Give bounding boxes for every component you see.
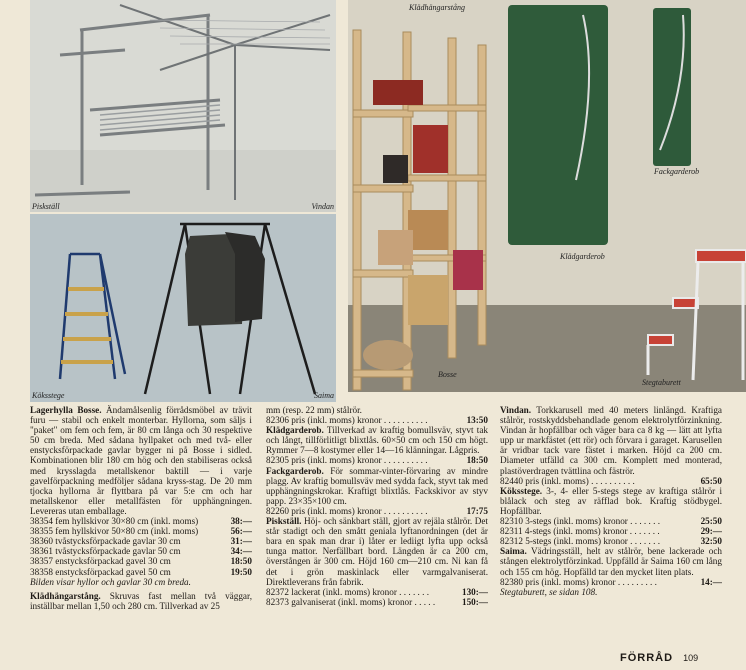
price-row bbox=[30, 526, 252, 536]
photo-piskstall-vindan bbox=[30, 0, 336, 212]
price-label: 82380 pris (inkl. moms) kronor . . . . . . . . . bbox=[500, 576, 657, 587]
price-value: 38:— bbox=[230, 516, 252, 527]
page-footer bbox=[620, 652, 698, 664]
price-row bbox=[266, 587, 488, 597]
caption-bosse: Bosse bbox=[438, 370, 457, 379]
caption-fackgarderob: Fackgarderob bbox=[654, 167, 700, 176]
caption-kladhangarstang: Klädhängarstång bbox=[409, 3, 466, 12]
price-value: 32:50 bbox=[700, 536, 722, 547]
photo-kokstege-saima bbox=[30, 214, 336, 402]
price-row bbox=[266, 506, 488, 516]
vindan-title: Vindan. bbox=[500, 405, 532, 415]
price-value: 18:50 bbox=[466, 455, 488, 466]
price-row bbox=[30, 546, 252, 556]
saima-paragraph bbox=[500, 546, 722, 576]
price-label: 38361 tvåstycksförpackade gavlar 50 cm bbox=[30, 546, 181, 557]
price-value: 18:50 bbox=[230, 556, 252, 567]
kladhangar-continued: mm (resp. 22 mm) stålrör. bbox=[266, 405, 362, 415]
caption-piskstall: Piskställ bbox=[32, 202, 60, 211]
price-label: 82260 pris (inkl. moms) kronor . . . . . . . . . . bbox=[266, 505, 428, 516]
lagerhylla-paragraph bbox=[30, 405, 252, 516]
price-value: 19:50 bbox=[230, 566, 252, 577]
caption-stegtaburett: Stegtaburett bbox=[642, 378, 681, 387]
kokstege-paragraph bbox=[500, 486, 722, 516]
kladhangar-text: Skruvas fast mellan två väggar, inställbar mellan 1,50 och 280 cm. Tillverkad av 25 bbox=[30, 590, 252, 611]
price-row bbox=[30, 536, 252, 546]
kokstege-text: 3-, 4- eller 5-stegs stege av kraftiga stålrör i blålack och steg av räfflad bok. Kraftig stödbygel. Hopfällbar. bbox=[500, 485, 722, 516]
price-label: 82306 pris (inkl. moms) kronor . . . . . . . . . . bbox=[266, 415, 428, 426]
price-label: 82373 galvaniserat (inkl. moms) kronor . . . . . bbox=[266, 596, 436, 607]
lagerhylla-text: Ändamålsenlig förrådsmöbel av trävit furu — stabil och enkelt monterbar. Hyllorna, som säljs i "paket" om fem och fem, är 80 cm långa och 30 respektive 50 cm breda. Med sådana hyllpaket och med två- eller enstycksförpackade gavlar bygger ni på Bosse i sidled. Kombinationen blir 180 cm hög och den stabiliseras också med krysslagda metallskenor baktill — i varje gavelförpackning medföljer sådana kryss-stag. De 20 mm tjocka hyllorna är flyttbara på var 5:e cm och har metallskenor eller metallfästen för upphängningen. Levereras utan emballage. bbox=[30, 405, 252, 516]
lagerhylla-title: Lagerhylla Bosse. bbox=[30, 405, 102, 415]
text-column-1 bbox=[30, 405, 252, 611]
price-value: 130:— bbox=[461, 586, 488, 597]
price-row bbox=[30, 556, 252, 566]
price-label: 38358 enstycksförpackad gavel 50 cm bbox=[30, 566, 171, 577]
photo-bosse-garderob bbox=[348, 0, 746, 392]
fackgarderob-paragraph bbox=[266, 466, 488, 506]
fackgarderob-text: För sommar-vinter-förvaring av mindre plagg. Av kraftig bomullsväv med sydda fack, styvt tak med upphängningskrokar. Kraftigt blixtlås. Fackskivor av styv papp. 23×35×100 cm. bbox=[266, 465, 488, 506]
price-value: 25:50 bbox=[700, 516, 722, 527]
price-value: 17:75 bbox=[466, 505, 488, 516]
price-label: 38355 fem hyllskivor 50×80 cm (inkl. moms) bbox=[30, 526, 199, 537]
kladhangar-paragraph bbox=[30, 591, 252, 611]
lagerhylla-price-list bbox=[30, 516, 252, 577]
price-value: 150:— bbox=[461, 596, 488, 607]
price-value: 34:— bbox=[230, 546, 252, 557]
kladhangar-title: Klädhängarstång. bbox=[30, 590, 101, 601]
ladder-and-rack-illustration bbox=[30, 214, 336, 402]
piskstall-title: Piskställ. bbox=[266, 516, 302, 527]
kladgarderob-title: Klädgarderob. bbox=[266, 425, 324, 436]
price-label: 38357 enstycksförpackad gavel 30 cm bbox=[30, 556, 171, 567]
kladgarderob-paragraph bbox=[266, 425, 488, 455]
price-label: 82311 4-stegs (inkl. moms) kronor . . . . . . . bbox=[500, 526, 660, 537]
price-label: 38360 tvåstycksförpackade gavlar 30 cm bbox=[30, 536, 181, 547]
price-row bbox=[30, 516, 252, 526]
caption-vindan: Vindan bbox=[311, 202, 334, 211]
vindan-paragraph bbox=[500, 405, 722, 476]
price-row bbox=[266, 597, 488, 607]
storage-scene-illustration bbox=[348, 0, 746, 392]
fackgarderob-title: Fackgarderob. bbox=[266, 465, 324, 476]
price-row bbox=[500, 536, 722, 546]
stegtaburett-note: Stegtaburett, se sidan 108. bbox=[500, 586, 598, 597]
price-row bbox=[266, 455, 488, 465]
caption-kokstege: Köksstege bbox=[32, 391, 65, 400]
price-row bbox=[30, 567, 252, 577]
price-label: 38354 fem hyllskivor 30×80 cm (inkl. moms) bbox=[30, 516, 199, 527]
vindan-text: Torkkarusell med 40 meters linlängd. Kraftiga stålrör, rostskyddsbehandlade genom elektrolytförzinkning. Vindan är hopfällbar och väger bara ca 8 kg — lätt att lyfta upp ur markfästet (ett rör) och förvara i garaget. Karusellen är vridbar tack vare fästet i marken. Höjd ca 200 cm. Diameter utfälld ca 300 cm. Komplett med monterad, plastöverdragen tvättlina och fäströr. bbox=[500, 405, 722, 476]
price-row bbox=[500, 577, 722, 587]
price-label: 82440 pris (inkl. moms) . . . . . . . . . . bbox=[500, 475, 635, 486]
price-value: 29:— bbox=[700, 526, 722, 537]
caption-kladgarderob: Klädgarderob bbox=[560, 252, 605, 261]
caption-saima: Saima bbox=[314, 391, 334, 400]
text-column-3 bbox=[500, 405, 722, 597]
price-value: 65:50 bbox=[700, 475, 722, 486]
price-row bbox=[266, 415, 488, 425]
price-value: 14:— bbox=[700, 576, 722, 587]
piskstall-text: Höj- och sänkbart ställ, gjort av rejäla stålrör. Det står stadigt och den smått geniala lyftanordningen (det är bara en spak man drar i) låter er lediigt lyfta upp också tunga mattor. Nerfällbart bord. Längden är ca 200 cm, överstången är 300 cm. Höjd 160 cm—210 cm. Ni kan få det i grön maskinlack eller varmgalvaniserat. Direktleverans från fabrik. bbox=[266, 516, 488, 587]
saima-title: Saima. bbox=[500, 546, 527, 557]
price-label: 82310 3-stegs (inkl. moms) kronor . . . . . . . bbox=[500, 516, 661, 527]
piskstall-paragraph bbox=[266, 516, 488, 587]
price-label: 82305 pris (inkl. moms) kronor . . . . . . . . . . bbox=[266, 455, 428, 466]
price-value: 31:— bbox=[230, 536, 252, 547]
price-value: 13:50 bbox=[466, 415, 488, 426]
price-value: 56:— bbox=[230, 526, 252, 537]
page-number: 109 bbox=[683, 653, 699, 663]
saima-text: Vädringsställ, helt av stålrör, bene lackerade och stången elektrolytförzinkad. Uppfälld är Saima 160 cm lång och 155 cm hög. Hopfälld tar den mycket liten plats. bbox=[500, 546, 722, 577]
price-row bbox=[500, 476, 722, 486]
rack-illustration bbox=[30, 0, 336, 212]
price-label: 82372 lackerat (inkl. moms) kronor . . . . . . . bbox=[266, 586, 430, 597]
kladgarderob-text: Tillverkad av kraftig bomullsväv, styvt tak och långt, tillförlitligt blixtlås. 60×50 cm och 150 cm högt. Rymmer 7—8 kostymer eller 14—16 klänningar. Lågpris. bbox=[266, 425, 488, 456]
section-name: FÖRRÅD bbox=[620, 652, 674, 664]
lagerhylla-note: Bilden visar hyllor och gavlar 30 cm breda. bbox=[30, 576, 191, 587]
price-row bbox=[500, 516, 722, 526]
text-column-2 bbox=[266, 405, 488, 607]
kokstege-title: Köksstege. bbox=[500, 485, 543, 496]
price-label: 82312 5-stegs (inkl. moms) kronor . . . . . . . bbox=[500, 536, 661, 547]
price-row bbox=[500, 526, 722, 536]
